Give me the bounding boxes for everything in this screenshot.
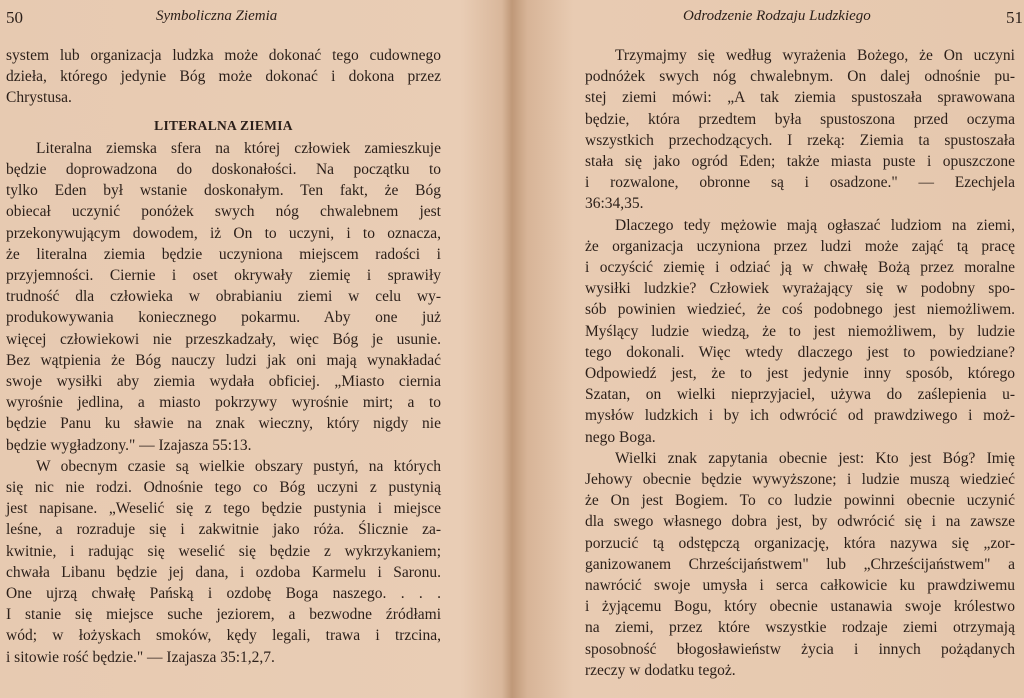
right-page-body [585,45,1015,681]
text-line: 36:34,35. [585,195,644,213]
right-page-header [528,8,1023,30]
left-page-body [6,45,441,668]
text-line: sposobność błogosławieństw życia i innych pożądanych [585,640,1015,658]
text-line: Chrystusa. [6,89,72,107]
text-line: mysłów ludzkich i by ich odwrócić od prawdziwego i moż- [585,407,1015,425]
text-line: Szatan, on wielki nieprzyjaciel, używa do zaślepienia u- [585,386,1015,404]
left-page-header [6,8,500,30]
text-line: kwitnie, i radując się weselić się będzie z wykrzykaniem; [6,542,441,560]
text-line: będzie wygładzony." — Izajasza 55:13. [6,436,252,454]
text-line: I stanie się miejsce suche jeziorem, a bezwodne źródłami [6,606,441,624]
text-line: jest napisane. „Weselić się z tego będzie pustynia i miejsce [6,500,441,518]
running-title: Symboliczna Ziemia [156,8,278,24]
text-line: że On jest Bogiem. To co ludzie powinni obecnie uczynić [585,492,1015,510]
text-line: obiecał uczynić ponóżek swych nóg chwalebnem jest [6,203,441,221]
page-number: 51 [1006,8,1023,27]
text-line: więcej człowiekowi nie przeszkadzały, więc Bóg je usunie. [6,330,441,348]
text-line: będzie doprowadzona do doskonałości. Na początku to [6,161,441,179]
text-line: swoje wysiłki aby ziemia wydała obficiej. „Miasto ciernia [6,373,441,391]
running-title: Odrodzenie Rodzaju Ludzkiego [683,8,871,24]
right-page [520,0,1024,698]
text-line: Wielki znak zapytania obecnie jest: Kto jest Bóg? Imię [615,449,1015,467]
text-line: na ziemi, przez które wszystkie rodzaje ziemi otrzymają [585,619,1015,637]
text-line: porzucić tą odstępczą organizację, która nazywa się „zor- [585,534,1015,552]
text-line: przyjemności. Ciernie i oset okrywały ziemię i sprawiły [6,267,441,285]
text-line: nawrócić swoje umysła i serca całkowicie ku prawdziwemu [585,577,1015,595]
text-line: dzieła, którego jedynie Bóg może dokonać i dokona przez [6,68,441,86]
text-line: wód; w łożyskach smoków, kędy legali, trawa i trzcina, [6,627,441,645]
text-line: Jehowy obecnie będzie wywyższone; i ludzie muszą wiedzieć [585,471,1015,489]
page-number: 50 [6,8,23,27]
text-line: Odpowiedź jest, że to jest jedynie inny sposób, którego [585,365,1015,383]
text-line: W obecnym czasie są wielkie obszary pustyń, na których [36,457,441,475]
text-line: Myślący ludzie wiedzą, że to jest niemożliwem, by ludzie [585,322,1015,340]
text-line: że literalna ziemia będzie uczyniona miejscem radości i [6,245,441,263]
left-page [0,0,505,698]
text-line: rzeczy w dodatku tegoż. [585,661,736,679]
text-line: stała się jako ogród Eden; także miasta puste i opuszczone [585,153,1015,171]
text-line: się nic nie rodzi. Odnośnie tego co Bóg uczyni z pustynią [6,479,441,497]
text-line: Literalna ziemska sfera na której człowiek zamieszkuje [36,139,441,157]
text-line: chwała Libanu będzie jej dana, i ozdoba Karmelu i Saronu. [6,563,441,581]
text-line: i oczyścić ziemię i odziać ją w chwałę Bożą przez moralne [585,259,1015,277]
text-line: wszystkich przechodzących. I rzeką: Ziemia ta spustoszała [585,131,1015,149]
text-line: produkowywania koniecznego pokarmu. Aby one już [6,309,441,327]
text-line: podnóżek swych nóg chwalebnym. On dalej odnośnie pu- [585,68,1015,86]
text-line: i rozwalone, obronne są i osadzone." — Ezechjela [585,174,1015,192]
text-line: wysiłki ludzkie? Człowiek wyrażający się w podobny spo- [585,280,1015,298]
text-line: stej ziemi mówi: „A tak ziemia spustoszała sprawowana [585,89,1015,107]
text-line: system lub organizacja ludzka może dokonać tego cudownego [6,47,441,64]
text-line: wyrośnie jedlina, a miasto pokrzywy wyrośnie mirt; a to [6,394,441,412]
text-line: i sitowie rość będzie." — Izajasza 35:1,2,7. [6,648,275,666]
text-line: sób powinien wiedzieć, że coś podobnego jest niemożliwem. [585,301,1015,319]
text-line: Bez wątpienia że Bóg nauczy ludzi jak oni mają wynakładać [6,351,441,369]
text-line: leśne, a rozraduje się i zakwitnie jako róża. Ślicznie za- [6,521,441,539]
text-line: tylko Eden był wstanie doskonałym. Ten fakt, że Bóg [6,182,441,200]
text-line: trudność dla człowieka w obrabianiu ziemi w celu wy- [6,288,441,306]
text-line: przekonywującym dowodem, iż On to uczyni, i to oznacza, [6,224,441,242]
text-line: Trzymajmy się według wyrażenia Bożego, że On uczyni [615,47,1015,64]
text-line: One ujrzą chwałę Pańską i ozdobę Boga naszego. . . . [6,585,441,603]
text-line: ganizowanem Chrześcijaństwem" lub „Chrześcijaństwem" a [585,555,1015,573]
text-line: Dlaczego tedy mężowie mają ogłaszać ludziom na ziemi, [615,216,1015,234]
text-line: będzie, która przedtem była spustoszona przed oczyma [585,110,1015,128]
text-line: dla swego własnego dobra jest, by odwrócić się i na zawsze [585,513,1015,531]
text-line: będzie Panu ku sławie na znak wieczny, który nigdy nie [6,415,441,433]
section-heading: LITERALNA ZIEMIA [154,117,293,133]
text-line: że organizacja uczyniona przez ludzi może zająć tą pracę [585,237,1015,255]
text-line: i żyjącemu Bogu, który obecnie ustanawia swoje królestwo [585,598,1015,616]
text-line: tego dokonali. Więc wtedy dlaczego jest to powiedziane? [585,343,1015,361]
text-line: nego Boga. [585,428,656,446]
